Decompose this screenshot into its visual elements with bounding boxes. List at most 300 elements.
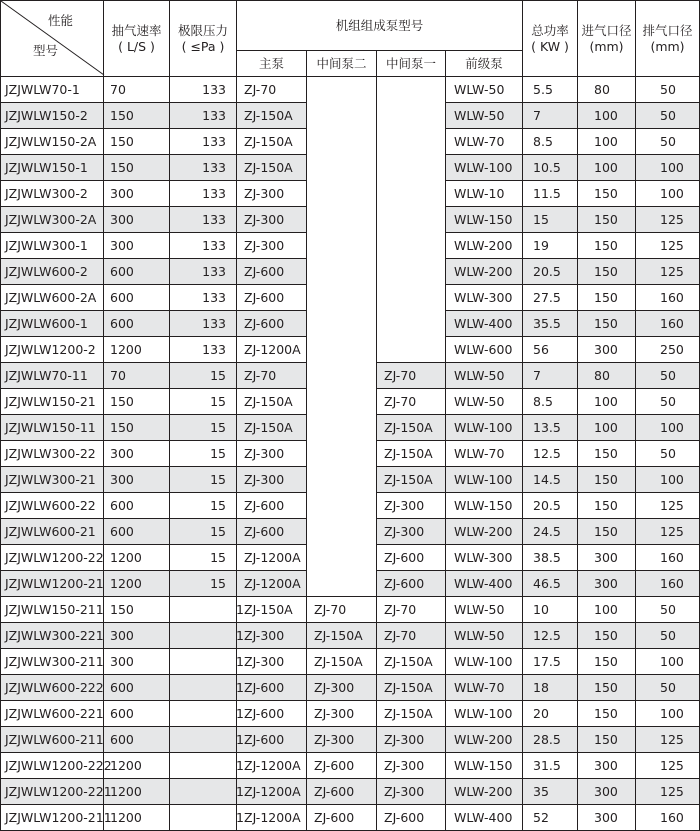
outlet-cell: 50 [636, 441, 700, 467]
main-pump-cell: ZJ-150A [237, 597, 307, 623]
inlet-cell: 150 [578, 623, 636, 649]
inlet-cell: 150 [578, 727, 636, 753]
speed-cell: 1200 [104, 571, 170, 597]
model-cell: JZJWLW150-11 [1, 415, 104, 441]
main-pump-cell: ZJ-300 [237, 623, 307, 649]
mid-pump-2-cell: ZJ-70 [307, 597, 377, 623]
front-pump-cell: WLW-50 [446, 623, 523, 649]
outlet-cell: 160 [636, 805, 700, 831]
pressure-cell: 15 [170, 519, 237, 545]
inlet-cell: 100 [578, 415, 636, 441]
table-row [1, 623, 700, 649]
speed-cell: 600 [104, 259, 170, 285]
mid-pump-2-cell [307, 415, 377, 441]
speed-cell: 1200 [104, 545, 170, 571]
power-cell: 35 [523, 779, 578, 805]
outlet-cell: 125 [636, 779, 700, 805]
table-row [1, 155, 700, 181]
inlet-cell: 300 [578, 779, 636, 805]
table-row [1, 675, 700, 701]
speed-cell: 600 [104, 675, 170, 701]
main-pump-cell: ZJ-70 [237, 77, 307, 103]
mid-pump-1-cell: ZJ-150A [377, 701, 446, 727]
mid-pump-1-cell [377, 337, 446, 363]
mid-pump-1-cell: ZJ-300 [377, 753, 446, 779]
mid-pump-1-cell: ZJ-300 [377, 727, 446, 753]
mid-pump-1-cell: ZJ-300 [377, 779, 446, 805]
pressure-cell: 1 [170, 675, 237, 701]
inlet-cell: 300 [578, 571, 636, 597]
power-cell: 31.5 [523, 753, 578, 779]
mid-pump-1-cell: ZJ-150A [377, 441, 446, 467]
mid-pump-2-cell: ZJ-300 [307, 727, 377, 753]
header-main-pump: 主泵 [237, 51, 307, 77]
front-pump-cell: WLW-50 [446, 597, 523, 623]
mid-pump-2-cell [307, 207, 377, 233]
power-cell: 10.5 [523, 155, 578, 181]
model-cell: JZJWLW300-2A [1, 207, 104, 233]
model-cell: JZJWLW1200-222 [1, 753, 104, 779]
front-pump-cell: WLW-100 [446, 155, 523, 181]
outlet-cell: 50 [636, 363, 700, 389]
main-pump-cell: ZJ-600 [237, 259, 307, 285]
table-row [1, 129, 700, 155]
model-cell: JZJWLW150-2 [1, 103, 104, 129]
table-row [1, 207, 700, 233]
model-cell: JZJWLW300-2 [1, 181, 104, 207]
main-pump-cell: ZJ-300 [237, 467, 307, 493]
main-pump-cell: ZJ-600 [237, 701, 307, 727]
speed-cell: 300 [104, 467, 170, 493]
outlet-cell: 250 [636, 337, 700, 363]
power-cell: 20 [523, 701, 578, 727]
main-pump-cell: ZJ-1200A [237, 779, 307, 805]
mid-pump-2-cell [307, 467, 377, 493]
front-pump-cell: WLW-100 [446, 467, 523, 493]
front-pump-cell: WLW-70 [446, 675, 523, 701]
mid-pump-2-cell [307, 181, 377, 207]
mid-pump-1-cell: ZJ-70 [377, 363, 446, 389]
speed-cell: 1200 [104, 337, 170, 363]
power-cell: 20.5 [523, 493, 578, 519]
mid-pump-1-cell [377, 155, 446, 181]
speed-cell: 150 [104, 415, 170, 441]
table-row [1, 337, 700, 363]
front-pump-cell: WLW-200 [446, 779, 523, 805]
pressure-cell: 15 [170, 441, 237, 467]
front-pump-cell: WLW-200 [446, 727, 523, 753]
header-inlet: 进气口径 (mm) [578, 1, 636, 77]
outlet-cell: 50 [636, 103, 700, 129]
model-cell: JZJWLW600-2A [1, 285, 104, 311]
model-cell: JZJWLW1200-21 [1, 571, 104, 597]
main-pump-cell: ZJ-150A [237, 129, 307, 155]
speed-cell: 600 [104, 519, 170, 545]
outlet-cell: 100 [636, 649, 700, 675]
outlet-cell: 50 [636, 77, 700, 103]
mid-pump-2-cell [307, 519, 377, 545]
outlet-cell: 160 [636, 311, 700, 337]
outlet-cell: 100 [636, 701, 700, 727]
table-row [1, 311, 700, 337]
model-cell: JZJWLW1200-2 [1, 337, 104, 363]
power-cell: 24.5 [523, 519, 578, 545]
outlet-cell: 100 [636, 181, 700, 207]
main-pump-cell: ZJ-300 [237, 441, 307, 467]
mid-pump-2-cell: ZJ-150A [307, 649, 377, 675]
power-cell: 46.5 [523, 571, 578, 597]
power-cell: 35.5 [523, 311, 578, 337]
header-pressure: 极限压力 ( ≤Pa ) [170, 1, 237, 77]
power-cell: 8.5 [523, 129, 578, 155]
speed-cell: 300 [104, 207, 170, 233]
header-mid-pump-1: 中间泵一 [377, 51, 446, 77]
header-performance: 性能 [47, 13, 73, 28]
mid-pump-2-cell [307, 363, 377, 389]
model-cell: JZJWLW150-2A [1, 129, 104, 155]
front-pump-cell: WLW-200 [446, 259, 523, 285]
inlet-cell: 80 [578, 77, 636, 103]
header-speed: 抽气速率 ( L/S ) [104, 1, 170, 77]
pressure-cell: 133 [170, 207, 237, 233]
power-cell: 8.5 [523, 389, 578, 415]
model-cell: JZJWLW1200-22 [1, 545, 104, 571]
speed-cell: 300 [104, 233, 170, 259]
main-pump-cell: ZJ-70 [237, 363, 307, 389]
model-cell: JZJWLW600-2 [1, 259, 104, 285]
inlet-cell: 150 [578, 675, 636, 701]
mid-pump-1-cell [377, 181, 446, 207]
speed-cell: 300 [104, 649, 170, 675]
main-pump-cell: ZJ-600 [237, 311, 307, 337]
mid-pump-2-cell [307, 545, 377, 571]
main-pump-cell: ZJ-300 [237, 207, 307, 233]
front-pump-cell: WLW-300 [446, 285, 523, 311]
header-mid-pump-2: 中间泵二 [307, 51, 377, 77]
front-pump-cell: WLW-600 [446, 337, 523, 363]
power-cell: 15 [523, 207, 578, 233]
speed-cell: 150 [104, 155, 170, 181]
outlet-cell: 100 [636, 415, 700, 441]
power-cell: 56 [523, 337, 578, 363]
mid-pump-2-cell [307, 103, 377, 129]
speed-cell: 1200 [104, 753, 170, 779]
model-cell: JZJWLW300-211 [1, 649, 104, 675]
inlet-cell: 150 [578, 493, 636, 519]
mid-pump-1-cell: ZJ-600 [377, 805, 446, 831]
pressure-cell: 15 [170, 389, 237, 415]
outlet-cell: 50 [636, 597, 700, 623]
table-row [1, 103, 700, 129]
front-pump-cell: WLW-50 [446, 103, 523, 129]
inlet-cell: 300 [578, 805, 636, 831]
pressure-cell: 133 [170, 77, 237, 103]
main-pump-cell: ZJ-600 [237, 493, 307, 519]
front-pump-cell: WLW-50 [446, 389, 523, 415]
speed-cell: 70 [104, 77, 170, 103]
pressure-cell: 1 [170, 649, 237, 675]
table-row [1, 181, 700, 207]
pressure-cell: 133 [170, 103, 237, 129]
front-pump-cell: WLW-400 [446, 311, 523, 337]
power-cell: 20.5 [523, 259, 578, 285]
main-pump-cell: ZJ-150A [237, 415, 307, 441]
pressure-cell: 15 [170, 493, 237, 519]
main-pump-cell: ZJ-1200A [237, 805, 307, 831]
outlet-cell: 125 [636, 207, 700, 233]
front-pump-cell: WLW-100 [446, 415, 523, 441]
power-cell: 17.5 [523, 649, 578, 675]
table-row [1, 727, 700, 753]
inlet-cell: 150 [578, 181, 636, 207]
main-pump-cell: ZJ-1200A [237, 337, 307, 363]
table-row [1, 545, 700, 571]
mid-pump-1-cell: ZJ-70 [377, 623, 446, 649]
model-cell: JZJWLW70-11 [1, 363, 104, 389]
table-row [1, 493, 700, 519]
mid-pump-2-cell: ZJ-600 [307, 805, 377, 831]
front-pump-cell: WLW-200 [446, 519, 523, 545]
mid-pump-1-cell: ZJ-150A [377, 415, 446, 441]
mid-pump-1-cell: ZJ-70 [377, 597, 446, 623]
mid-pump-2-cell [307, 571, 377, 597]
model-cell: JZJWLW150-1 [1, 155, 104, 181]
power-cell: 14.5 [523, 467, 578, 493]
main-pump-cell: ZJ-600 [237, 727, 307, 753]
outlet-cell: 125 [636, 233, 700, 259]
front-pump-cell: WLW-100 [446, 701, 523, 727]
pressure-cell: 133 [170, 311, 237, 337]
outlet-cell: 125 [636, 519, 700, 545]
inlet-cell: 150 [578, 285, 636, 311]
speed-cell: 150 [104, 389, 170, 415]
pressure-cell: 1 [170, 727, 237, 753]
mid-pump-2-cell [307, 155, 377, 181]
inlet-cell: 300 [578, 337, 636, 363]
speed-cell: 150 [104, 103, 170, 129]
table-row [1, 805, 700, 831]
table-row [1, 519, 700, 545]
pressure-cell: 1 [170, 623, 237, 649]
mid-pump-2-cell [307, 389, 377, 415]
mid-pump-2-cell [307, 311, 377, 337]
pressure-cell: 1 [170, 701, 237, 727]
outlet-cell: 160 [636, 571, 700, 597]
model-cell: JZJWLW1200-221 [1, 779, 104, 805]
pressure-cell: 133 [170, 233, 237, 259]
pressure-cell: 133 [170, 337, 237, 363]
model-cell: JZJWLW600-1 [1, 311, 104, 337]
speed-cell: 150 [104, 129, 170, 155]
model-cell: JZJWLW600-211 [1, 727, 104, 753]
mid-pump-2-cell [307, 337, 377, 363]
table-row [1, 285, 700, 311]
mid-pump-1-cell: ZJ-150A [377, 467, 446, 493]
front-pump-cell: WLW-400 [446, 571, 523, 597]
outlet-cell: 125 [636, 493, 700, 519]
inlet-cell: 100 [578, 129, 636, 155]
pressure-cell: 1 [170, 753, 237, 779]
main-pump-cell: ZJ-300 [237, 233, 307, 259]
table-row [1, 701, 700, 727]
speed-cell: 300 [104, 623, 170, 649]
mid-pump-2-cell [307, 77, 377, 103]
header-combo: 机组组成泵型号 [237, 1, 523, 51]
table-body [1, 77, 700, 831]
speed-cell: 70 [104, 363, 170, 389]
mid-pump-1-cell: ZJ-70 [377, 389, 446, 415]
model-cell: JZJWLW1200-211 [1, 805, 104, 831]
table-row [1, 597, 700, 623]
model-cell: JZJWLW300-1 [1, 233, 104, 259]
mid-pump-1-cell: ZJ-600 [377, 545, 446, 571]
main-pump-cell: ZJ-150A [237, 103, 307, 129]
mid-pump-1-cell: ZJ-150A [377, 675, 446, 701]
outlet-cell: 50 [636, 623, 700, 649]
mid-pump-2-cell [307, 233, 377, 259]
inlet-cell: 100 [578, 155, 636, 181]
inlet-cell: 150 [578, 259, 636, 285]
power-cell: 28.5 [523, 727, 578, 753]
front-pump-cell: WLW-200 [446, 233, 523, 259]
inlet-cell: 150 [578, 519, 636, 545]
speed-cell: 1200 [104, 805, 170, 831]
inlet-cell: 100 [578, 597, 636, 623]
power-cell: 13.5 [523, 415, 578, 441]
header-power: 总功率 ( KW ) [523, 1, 578, 77]
mid-pump-2-cell [307, 493, 377, 519]
model-cell: JZJWLW300-22 [1, 441, 104, 467]
power-cell: 27.5 [523, 285, 578, 311]
pressure-cell: 1 [170, 597, 237, 623]
mid-pump-1-cell [377, 233, 446, 259]
model-cell: JZJWLW600-222 [1, 675, 104, 701]
front-pump-cell: WLW-50 [446, 363, 523, 389]
model-cell: JZJWLW600-22 [1, 493, 104, 519]
mid-pump-1-cell [377, 259, 446, 285]
model-cell: JZJWLW600-221 [1, 701, 104, 727]
table-row [1, 441, 700, 467]
inlet-cell: 300 [578, 753, 636, 779]
outlet-cell: 125 [636, 753, 700, 779]
main-pump-cell: ZJ-150A [237, 155, 307, 181]
diagonal-header-cell [1, 1, 104, 77]
main-pump-cell: ZJ-300 [237, 649, 307, 675]
main-pump-cell: ZJ-1200A [237, 545, 307, 571]
power-cell: 12.5 [523, 441, 578, 467]
inlet-cell: 100 [578, 103, 636, 129]
power-cell: 7 [523, 103, 578, 129]
table-row [1, 779, 700, 805]
table-row [1, 415, 700, 441]
front-pump-cell: WLW-70 [446, 129, 523, 155]
mid-pump-2-cell: ZJ-300 [307, 675, 377, 701]
main-pump-cell: ZJ-1200A [237, 571, 307, 597]
model-cell: JZJWLW300-21 [1, 467, 104, 493]
speed-cell: 1200 [104, 779, 170, 805]
mid-pump-1-cell [377, 77, 446, 103]
main-pump-cell: ZJ-600 [237, 285, 307, 311]
table-row [1, 649, 700, 675]
outlet-cell: 160 [636, 545, 700, 571]
inlet-cell: 150 [578, 649, 636, 675]
speed-cell: 600 [104, 493, 170, 519]
outlet-cell: 125 [636, 259, 700, 285]
mid-pump-1-cell: ZJ-300 [377, 493, 446, 519]
model-cell: JZJWLW600-21 [1, 519, 104, 545]
model-cell: JZJWLW70-1 [1, 77, 104, 103]
outlet-cell: 125 [636, 727, 700, 753]
power-cell: 19 [523, 233, 578, 259]
front-pump-cell: WLW-150 [446, 493, 523, 519]
main-pump-cell: ZJ-1200A [237, 753, 307, 779]
inlet-cell: 150 [578, 701, 636, 727]
power-cell: 12.5 [523, 623, 578, 649]
speed-cell: 600 [104, 701, 170, 727]
mid-pump-1-cell: ZJ-150A [377, 649, 446, 675]
mid-pump-1-cell [377, 311, 446, 337]
power-cell: 38.5 [523, 545, 578, 571]
mid-pump-2-cell: ZJ-300 [307, 701, 377, 727]
mid-pump-1-cell [377, 285, 446, 311]
pressure-cell: 1 [170, 805, 237, 831]
front-pump-cell: WLW-10 [446, 181, 523, 207]
mid-pump-1-cell [377, 103, 446, 129]
front-pump-cell: WLW-300 [446, 545, 523, 571]
model-cell: JZJWLW300-221 [1, 623, 104, 649]
outlet-cell: 50 [636, 389, 700, 415]
pressure-cell: 133 [170, 155, 237, 181]
pressure-cell: 1 [170, 779, 237, 805]
main-pump-cell: ZJ-300 [237, 181, 307, 207]
outlet-cell: 100 [636, 467, 700, 493]
table-row [1, 363, 700, 389]
power-cell: 5.5 [523, 77, 578, 103]
outlet-cell: 50 [636, 675, 700, 701]
inlet-cell: 150 [578, 441, 636, 467]
front-pump-cell: WLW-150 [446, 753, 523, 779]
outlet-cell: 100 [636, 155, 700, 181]
power-cell: 7 [523, 363, 578, 389]
mid-pump-2-cell: ZJ-600 [307, 779, 377, 805]
pressure-cell: 133 [170, 285, 237, 311]
pressure-cell: 133 [170, 129, 237, 155]
speed-cell: 600 [104, 311, 170, 337]
inlet-cell: 150 [578, 467, 636, 493]
table-row [1, 233, 700, 259]
inlet-cell: 80 [578, 363, 636, 389]
main-pump-cell: ZJ-600 [237, 519, 307, 545]
speed-cell: 600 [104, 727, 170, 753]
header-front-pump: 前级泵 [446, 51, 523, 77]
table-row [1, 389, 700, 415]
pressure-cell: 15 [170, 415, 237, 441]
inlet-cell: 150 [578, 207, 636, 233]
mid-pump-2-cell: ZJ-600 [307, 753, 377, 779]
mid-pump-2-cell [307, 129, 377, 155]
pressure-cell: 133 [170, 181, 237, 207]
speed-cell: 150 [104, 597, 170, 623]
main-pump-cell: ZJ-600 [237, 675, 307, 701]
pressure-cell: 15 [170, 363, 237, 389]
power-cell: 10 [523, 597, 578, 623]
inlet-cell: 100 [578, 389, 636, 415]
power-cell: 18 [523, 675, 578, 701]
inlet-cell: 150 [578, 233, 636, 259]
pressure-cell: 133 [170, 259, 237, 285]
pressure-cell: 15 [170, 545, 237, 571]
table-row [1, 753, 700, 779]
